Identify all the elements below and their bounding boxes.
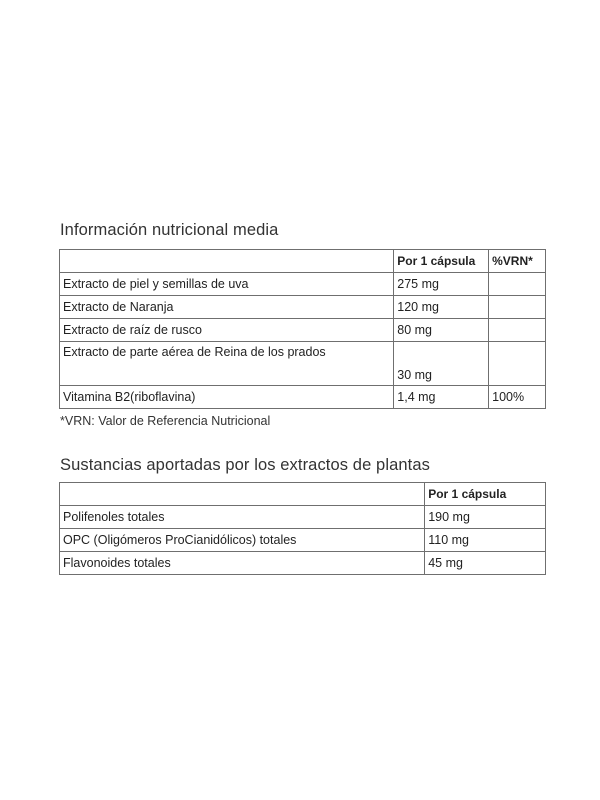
nutrition-title: Información nutricional media [60,221,279,239]
substances-title: Sustancias aportadas por los extractos de plantas [60,456,430,474]
table-row [60,319,546,342]
ingredient-name: Extracto de piel y semillas de uva [60,273,394,296]
substance-name: OPC (Oligómeros ProCianidólicos) totales [60,529,425,552]
ingredient-name: Extracto de Naranja [60,296,394,319]
ingredient-vrn [489,273,546,296]
ingredient-vrn: 100% [489,386,546,409]
header-cell-per-capsule: Por 1 cápsula [394,250,489,273]
table-row [60,506,546,529]
table-row [60,552,546,575]
substance-name: Flavonoides totales [60,552,425,575]
nutrition-table [59,249,546,409]
substance-amount: 45 mg [425,552,546,575]
table-header-row [60,483,546,506]
ingredient-vrn [489,342,546,386]
substance-amount: 190 mg [425,506,546,529]
substances-table [59,482,546,575]
substance-name: Polifenoles totales [60,506,425,529]
ingredient-vrn [489,296,546,319]
table-row [60,386,546,409]
ingredient-name: Vitamina B2(riboflavina) [60,386,394,409]
header-cell-vrn: %VRN* [489,250,546,273]
substance-amount: 110 mg [425,529,546,552]
ingredient-vrn [489,319,546,342]
ingredient-amount: 120 mg [394,296,489,319]
table-row [60,296,546,319]
vrn-footnote: *VRN: Valor de Referencia Nutricional [60,414,271,428]
table-row [60,342,546,386]
ingredient-amount: 30 mg [394,342,489,386]
ingredient-name: Extracto de parte aérea de Reina de los prados [60,342,394,386]
ingredient-name: Extracto de raíz de rusco [60,319,394,342]
ingredient-amount: 275 mg [394,273,489,296]
table-row [60,273,546,296]
table-row [60,529,546,552]
ingredient-amount: 1,4 mg [394,386,489,409]
ingredient-amount: 80 mg [394,319,489,342]
header-cell-empty [60,483,425,506]
header-cell-per-capsule: Por 1 cápsula [425,483,546,506]
table-header-row [60,250,546,273]
header-cell-empty [60,250,394,273]
